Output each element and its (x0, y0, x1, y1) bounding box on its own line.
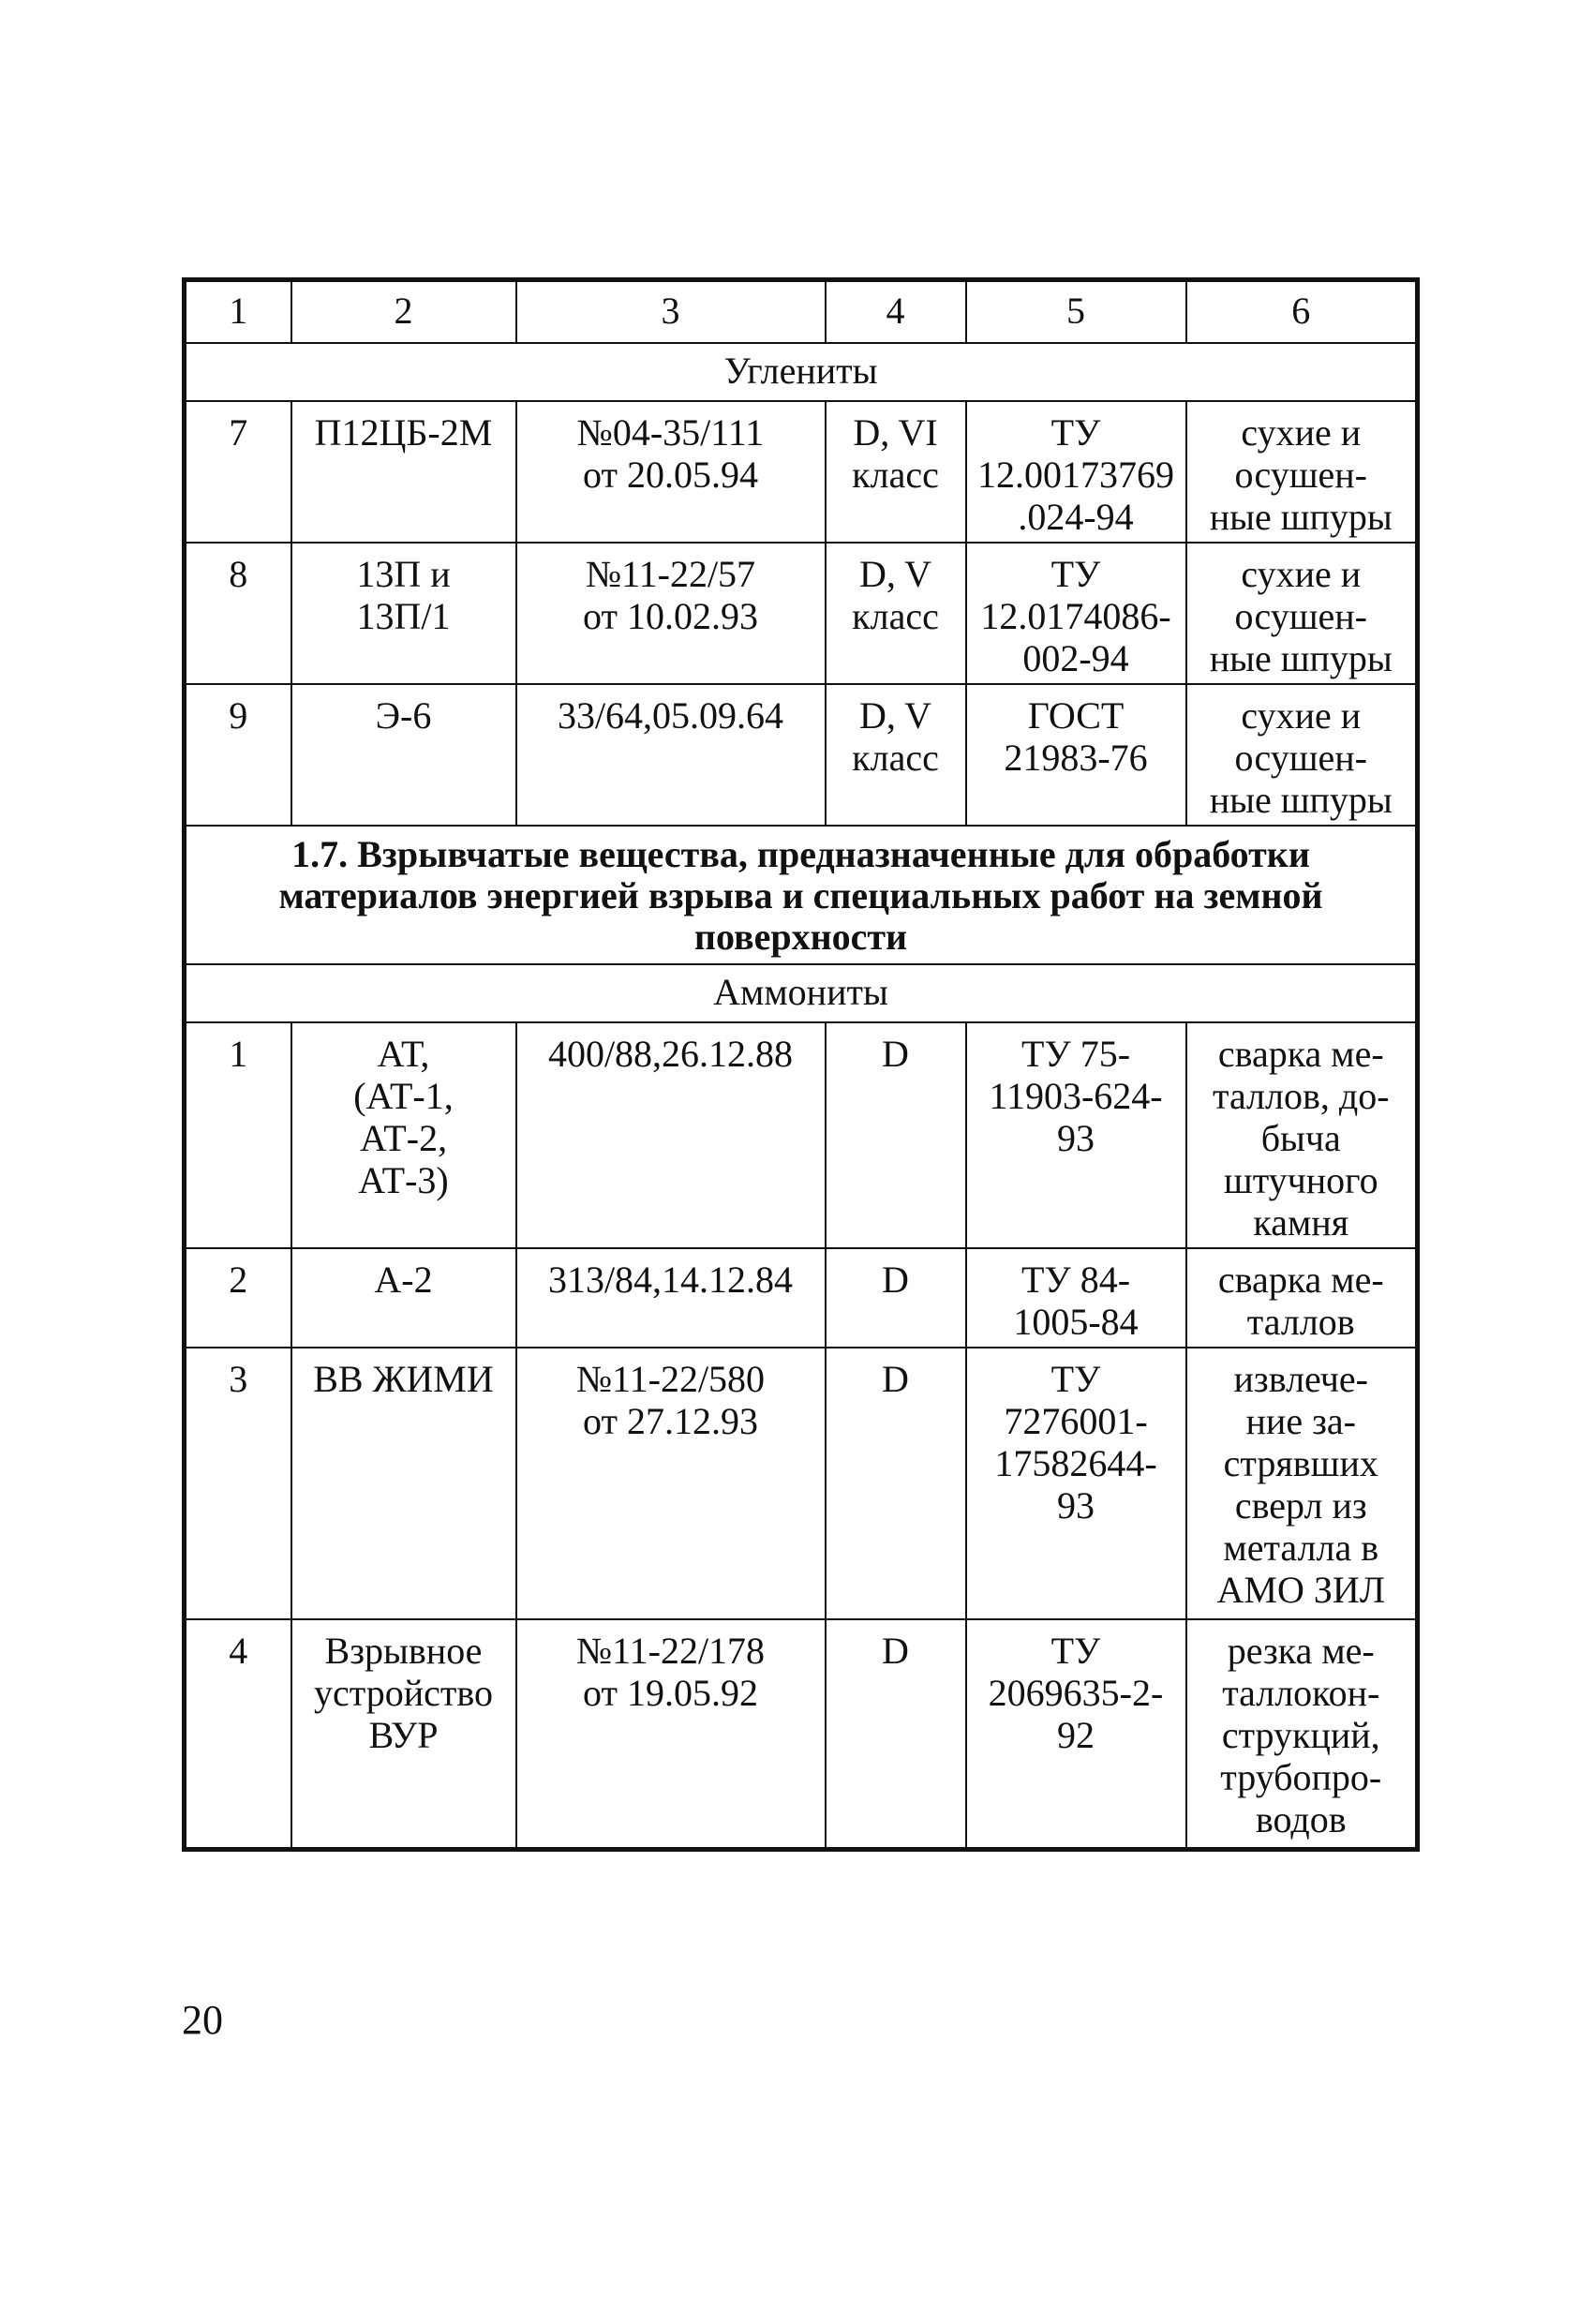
application: сухие и осушен- ные шпуры (1186, 401, 1418, 543)
spec-value: ТУ 12.0174086- 002-94 (966, 543, 1186, 684)
spec-value: ТУ 12.00173769 .024-94 (966, 401, 1186, 543)
row-number: 1 (185, 1022, 291, 1248)
column-number-row (185, 280, 1418, 344)
group-header-row (185, 343, 1418, 401)
permit-number: №11-22/57 от 10.02.93 (516, 543, 826, 684)
table-row (185, 1022, 1418, 1248)
group-header: Углениты (185, 343, 1418, 401)
column-number: 1 (185, 280, 291, 344)
column-number: 2 (291, 280, 516, 344)
permit-number: №11-22/178 от 19.05.92 (516, 1619, 826, 1849)
spec-value: ТУ 7276001- 17582644- 93 (966, 1348, 1186, 1619)
substance-name: АТ, (АТ-1, АТ-2, АТ-3) (291, 1022, 516, 1248)
class-value: D, VI класс (826, 401, 966, 543)
substance-name: Взрывное устройство ВУР (291, 1619, 516, 1849)
class-value: D (826, 1348, 966, 1619)
column-number: 4 (826, 280, 966, 344)
substance-name: А-2 (291, 1248, 516, 1348)
spec-value: ТУ 2069635-2- 92 (966, 1619, 1186, 1849)
permit-number: №11-22/580 от 27.12.93 (516, 1348, 826, 1619)
group-header: Аммониты (185, 964, 1418, 1022)
spec-value: ТУ 84- 1005-84 (966, 1248, 1186, 1348)
row-number: 2 (185, 1248, 291, 1348)
substance-name: ВВ ЖИМИ (291, 1348, 516, 1619)
explosives-table (182, 277, 1420, 1852)
permit-number: №04-35/111 от 20.05.94 (516, 401, 826, 543)
page-number: 20 (182, 1997, 223, 2043)
substance-name: П12ЦБ-2М (291, 401, 516, 543)
row-number: 7 (185, 401, 291, 543)
application: извлече- ние за- стрявших сверл из металла в АМО ЗИЛ (1186, 1348, 1418, 1619)
column-number: 6 (1186, 280, 1418, 344)
permit-number: 33/64,05.09.64 (516, 684, 826, 826)
class-value: D (826, 1619, 966, 1849)
application: сухие и осушен- ные шпуры (1186, 684, 1418, 826)
group-header-row (185, 964, 1418, 1022)
spec-value: ГОСТ 21983-76 (966, 684, 1186, 826)
table-row (185, 543, 1418, 684)
application: сварка ме- таллов (1186, 1248, 1418, 1348)
row-number: 3 (185, 1348, 291, 1619)
substance-name: Э-6 (291, 684, 516, 826)
table-row (185, 684, 1418, 826)
application: сухие и осушен- ные шпуры (1186, 543, 1418, 684)
spec-value: ТУ 75- 11903-624- 93 (966, 1022, 1186, 1248)
row-number: 4 (185, 1619, 291, 1849)
class-value: D, V класс (826, 684, 966, 826)
application: сварка ме- таллов, до- быча штучного камня (1186, 1022, 1418, 1248)
column-number: 5 (966, 280, 1186, 344)
permit-number: 313/84,14.12.84 (516, 1248, 826, 1348)
section-row (185, 826, 1418, 964)
application: резка ме- таллокон- струкций, трубопро- водов (1186, 1619, 1418, 1849)
class-value: D (826, 1022, 966, 1248)
permit-number: 400/88,26.12.88 (516, 1022, 826, 1248)
column-number: 3 (516, 280, 826, 344)
table-row (185, 401, 1418, 543)
substance-name: 13П и 13П/1 (291, 543, 516, 684)
row-number: 9 (185, 684, 291, 826)
table-row (185, 1248, 1418, 1348)
section-title: 1.7. Взрывчатые вещества, предназначенные для обработки материалов энергией взрыва и специальных работ на земной поверхности (185, 826, 1418, 964)
table-row (185, 1619, 1418, 1849)
class-value: D (826, 1248, 966, 1348)
class-value: D, V класс (826, 543, 966, 684)
table-row (185, 1348, 1418, 1619)
row-number: 8 (185, 543, 291, 684)
